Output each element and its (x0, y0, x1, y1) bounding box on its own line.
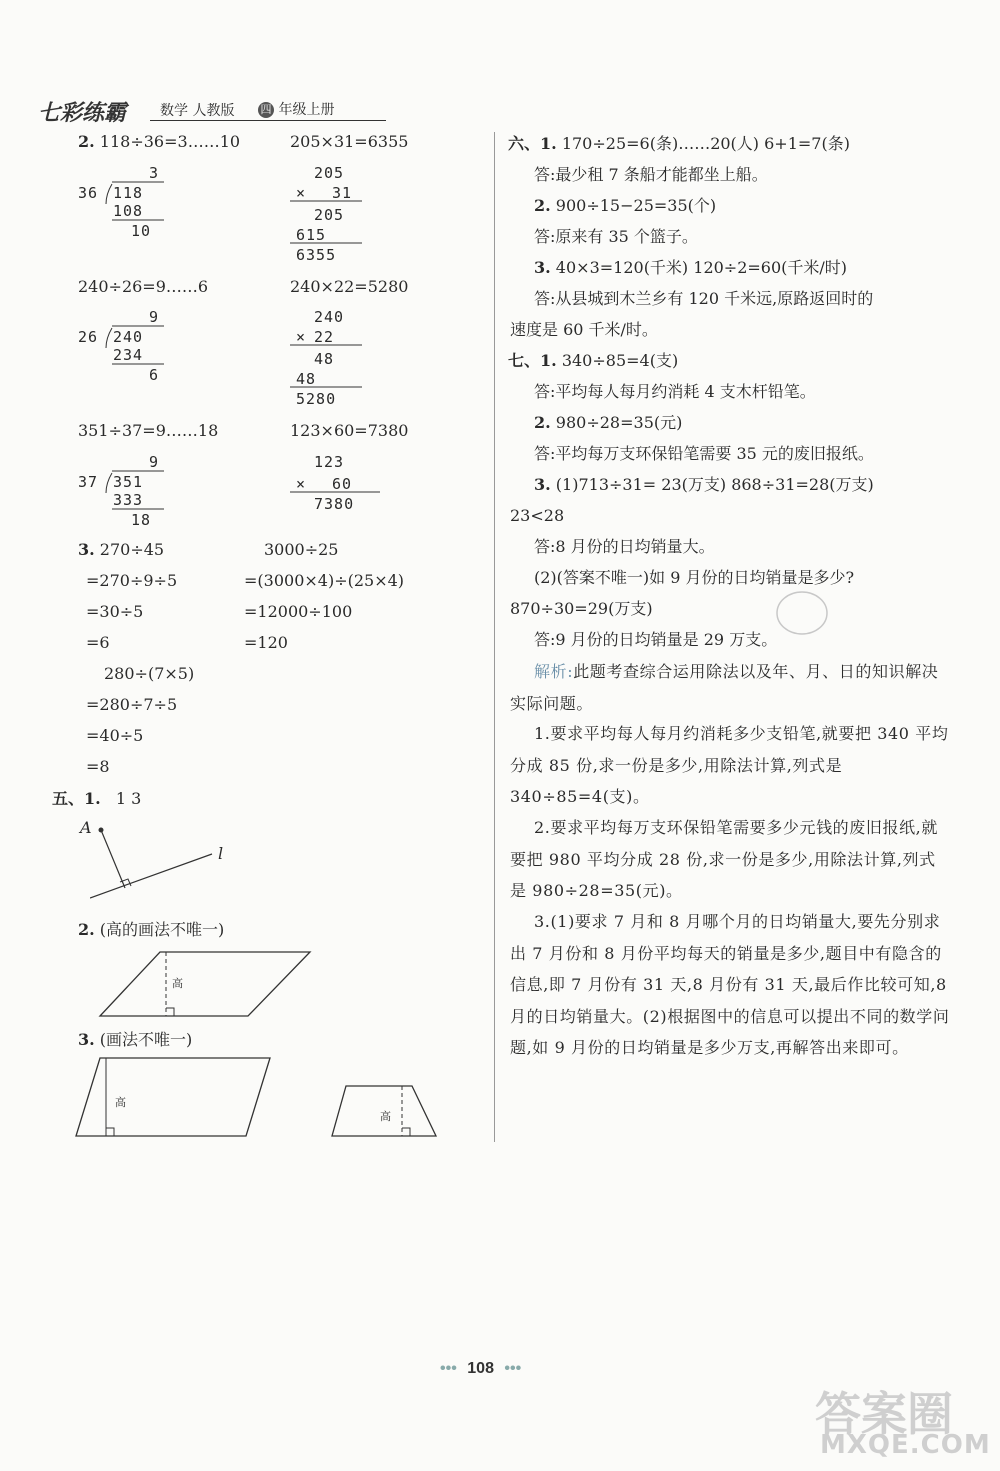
mul2-p2: 48 (296, 370, 317, 388)
sec7-a4: 答:9 月份的日均销量是 29 万支。 (534, 630, 778, 649)
parallelogram2-figure (74, 1056, 274, 1141)
mul1-b: 31 (332, 184, 353, 202)
dots-left-icon: ••• (440, 1360, 457, 1377)
stamp-seal (774, 588, 830, 638)
div1-product: 108 (113, 202, 144, 220)
mul1-sum: 6355 (296, 246, 337, 264)
page-number-group (440, 1360, 521, 1378)
column-divider (494, 132, 495, 1142)
sec5-q2: 2. (高的画法不唯一) (78, 920, 225, 939)
div1-quotient: 3 (149, 164, 160, 182)
trapezoid-height-label: 高 (380, 1110, 391, 1123)
calc-rules (60, 160, 480, 580)
analysis-p1: 1.要求平均每人每月约消耗多少支铅笔,就要把 340 平均分成 85 份,求一份是多少,用除法计算,列式是 340÷85=4(支)。 (510, 724, 949, 806)
sec7-l4: 23<28 (510, 506, 565, 525)
sec5-q1: 五、1. 1 3 (52, 789, 142, 808)
brand-logo: 七彩练霸 (38, 100, 127, 126)
site-url: MXQE.COM (820, 1430, 991, 1460)
q2-eq1: 2. 118÷36=3……10 (78, 132, 241, 151)
q3-b-1: =(3000×4)÷(25×4) (244, 571, 405, 590)
mul3-sum: 7380 (314, 495, 355, 513)
sec6-a2: 答:原来有 35 个篮子。 (534, 227, 698, 246)
q3-a-1: =270÷9÷5 (86, 571, 178, 590)
q2-eq3: 240÷26=9……6 (78, 277, 209, 296)
point-a-label: A (80, 818, 92, 837)
site-logo: 答案圈 (815, 1387, 953, 1441)
parallelogram-figure (98, 950, 338, 1020)
sec6-a3a: 答:从县城到木兰乡有 120 千米远,原路返回时的 (534, 289, 874, 308)
page-number: 108 (467, 1360, 494, 1377)
perpendicular-figure (90, 820, 240, 900)
mul3-times: × (296, 475, 307, 493)
parallelogram-height-label: 高 (172, 977, 183, 990)
mul2-b: 22 (314, 328, 335, 346)
div1-remainder: 10 (131, 222, 152, 240)
div3-remainder: 18 (131, 511, 152, 529)
q3-a-3: =6 (86, 633, 110, 652)
mul3-a: 123 (314, 453, 345, 471)
sec5-q3: 3. (画法不唯一) (78, 1030, 193, 1049)
analysis-label: 解析: (534, 662, 574, 681)
header-rule (150, 120, 386, 121)
mul2-p1: 48 (314, 350, 335, 368)
mul2-a: 240 (314, 308, 345, 326)
div2-dividend: 240 (113, 328, 144, 346)
line-l-label: l (218, 844, 224, 863)
div3-product: 333 (113, 491, 144, 509)
q3-a-2: =30÷5 (86, 602, 144, 621)
q3-c-0: 280÷(7×5) (104, 664, 195, 683)
grade-text: 年级上册 (278, 102, 335, 118)
q3-a-0: 3. 270÷45 (78, 540, 165, 559)
sec6-a3b: 速度是 60 千米/时。 (510, 320, 658, 339)
div3-quotient: 9 (149, 453, 160, 471)
sec7-l6: 870÷30=29(万支) (510, 599, 653, 618)
sec6-l3: 3. 40×3=120(千米) 120÷2=60(千米/时) (534, 258, 848, 277)
sec6-l1: 六、1. 170÷25=6(条)……20(人) 6+1=7(条) (508, 134, 850, 153)
sec7-l1: 七、1. 340÷85=4(支) (508, 351, 679, 370)
q3-c-3: =8 (86, 757, 110, 776)
header-subject: 数学 人教版 (160, 103, 235, 119)
div1-dividend: 118 (113, 184, 144, 202)
sec7-a3: 答:8 月份的日均销量大。 (534, 537, 715, 556)
div2-product: 234 (113, 346, 144, 364)
div2-quotient: 9 (149, 308, 160, 326)
sec6-a1: 答:最少租 7 条船才能都坐上船。 (534, 165, 768, 184)
analysis-p2: 2.要求平均每万支环保铅笔需要多少元钱的废旧报纸,就要把 980 平均分成 28 份,求一份是多少,用除法计算,列式是 980÷28=35(元)。 (510, 818, 938, 900)
div2-divisor: 26 (78, 328, 99, 346)
sec7-a1: 答:平均每人每月约消耗 4 支木杆铅笔。 (534, 382, 816, 401)
sec7-l2: 2. 980÷28=35(元) (534, 413, 683, 432)
q3-c-2: =40÷5 (86, 726, 144, 745)
div3-dividend: 351 (113, 473, 144, 491)
analysis-p3: 3.(1)要求 7 月和 8 月哪个月的日均销量大,要先分别求出 7 月份和 8 月份平均每天的销量是多少,题目中有隐含的信息,即 7 月份有 31 天,8 月份有 31 天,最后作比较可知,8 月的日均销量大。(2)根据图中的信息可以提出不同的数学问题,如 9 月份的日均销量是多少万支,再解答出来即可。 (510, 912, 950, 1057)
header-grade (258, 99, 334, 119)
watermark-2 (150, 1232, 165, 1267)
mul2-sum: 5280 (296, 390, 337, 408)
q3-c-1: =280÷7÷5 (86, 695, 178, 714)
sec7-l3: 3. (1)713÷31= 23(万支) 868÷31=28(万支) (534, 475, 874, 494)
q2-eq4: 240×22=5280 (290, 277, 409, 296)
grade-badge: 四 (258, 102, 274, 118)
q2-eq6: 123×60=7380 (290, 421, 409, 440)
parallelogram2-height-label: 高 (115, 1096, 126, 1109)
mul1-p2: 615 (296, 226, 327, 244)
dots-right-icon: ••• (504, 1360, 522, 1377)
div1-divisor: 36 (78, 184, 99, 202)
mul2-times: × (296, 328, 307, 346)
analysis-intro: 解析:此题考查综合运用除法以及年、月、日的知识解决实际问题。 (510, 662, 939, 713)
div2-remainder: 6 (149, 366, 160, 384)
q3-b-0: 3000÷25 (264, 540, 339, 559)
sec7-a2: 答:平均每万支环保铅笔需要 35 元的废旧报纸。 (534, 444, 874, 463)
q2-eq2: 205×31=6355 (290, 132, 409, 151)
mul1-times: × (296, 184, 307, 202)
q3-b-3: =120 (244, 633, 288, 652)
q2-eq5: 351÷37=9……18 (78, 421, 219, 440)
div3-divisor: 37 (78, 473, 99, 491)
q3-b-2: =12000÷100 (244, 602, 353, 621)
sec6-l2: 2. 900÷15−25=35(个) (534, 196, 717, 215)
sec7-l5: (2)(答案不唯一)如 9 月份的日均销量是多少? (534, 568, 855, 587)
mul1-a: 205 (314, 164, 345, 182)
mul1-p1: 205 (314, 206, 345, 224)
watermark-1 (150, 1128, 165, 1163)
mul3-b: 60 (332, 475, 353, 493)
